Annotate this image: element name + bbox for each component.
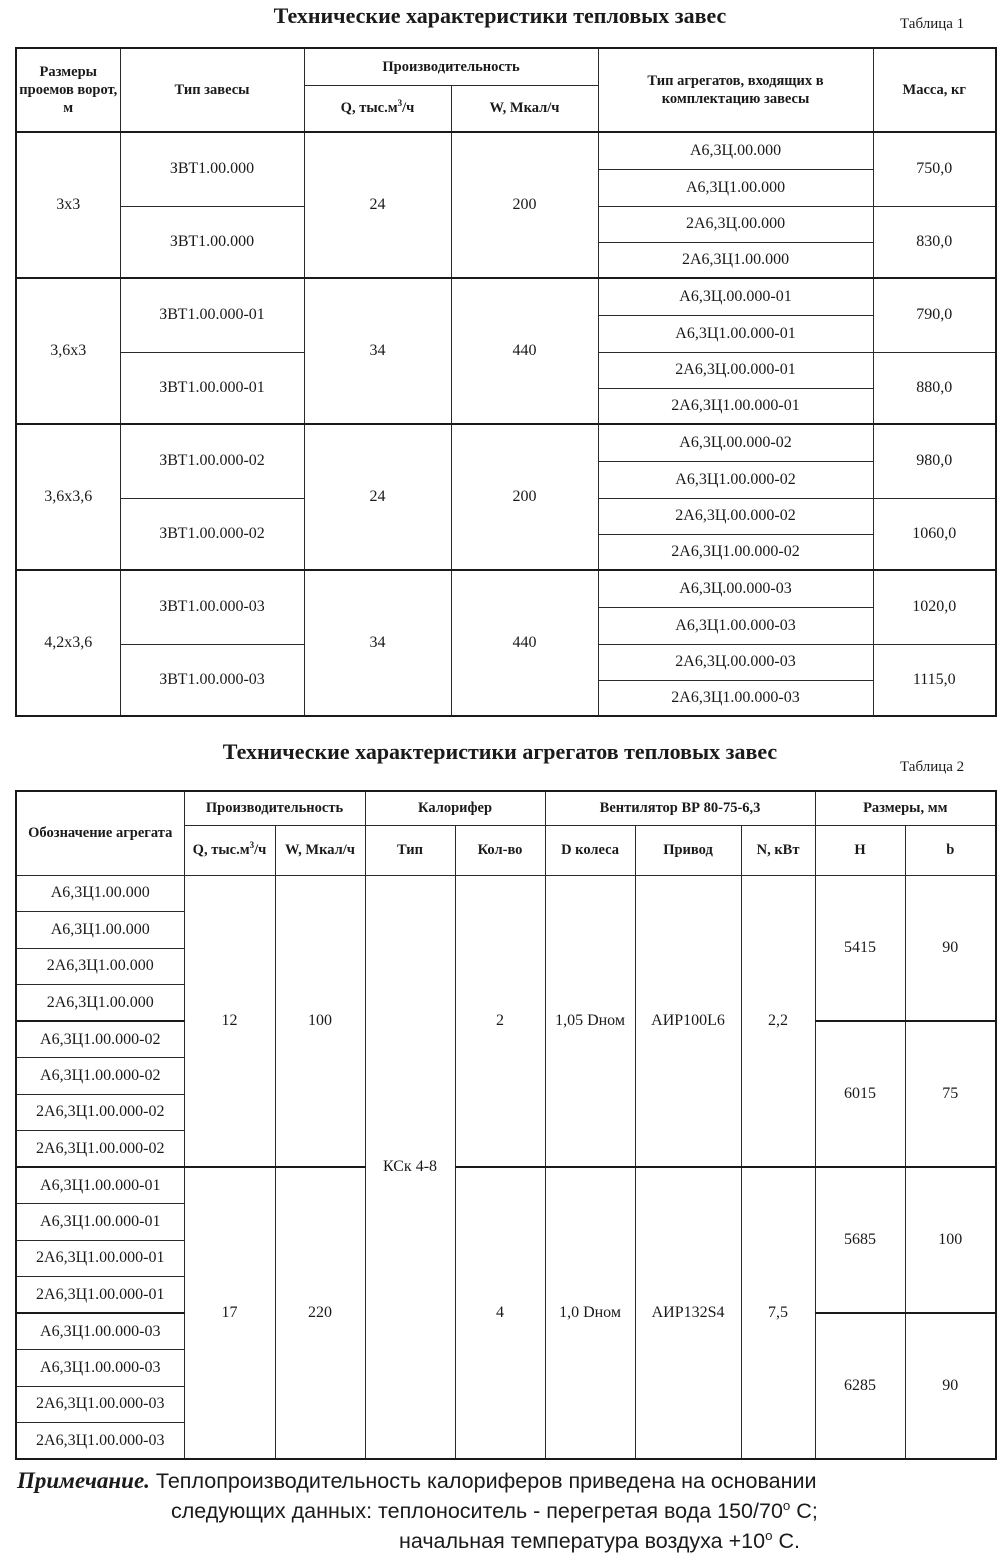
unit-cell: А6,3Ц1.00.000-03 [598, 607, 873, 644]
t2-header-fan-d: D колеса [545, 825, 635, 875]
unit-cell: 2А6,3Ц1.00.000 [598, 242, 873, 278]
w-cell: 220 [275, 1167, 365, 1459]
fan-d-cell: 1,05 Dном [545, 875, 635, 1167]
designation-cell: А6,3Ц1.00.000 [16, 912, 184, 949]
t1-header-w: W, Мкал/ч [451, 85, 598, 132]
dim-h-cell: 6285 [815, 1313, 905, 1459]
type-cell: ЗВТ1.00.000-03 [120, 644, 304, 716]
designation-cell: 2А6,3Ц1.00.000-03 [16, 1423, 184, 1460]
heater-type-cell: КСк 4-8 [365, 875, 455, 1459]
w-cell: 440 [451, 278, 598, 424]
type-cell: ЗВТ1.00.000 [120, 132, 304, 206]
size-cell: 4,2x3,6 [16, 570, 120, 716]
q-cell: 12 [184, 875, 275, 1167]
unit-cell: 2А6,3Ц1.00.000-01 [598, 388, 873, 424]
unit-cell: 2А6,3Ц1.00.000-03 [598, 680, 873, 716]
unit-cell: А6,3Ц.00.000-03 [598, 570, 873, 607]
dim-b-cell: 75 [905, 1021, 996, 1167]
note-line1: Теплопроизводительность калориферов приведена на основании [155, 1469, 817, 1493]
designation-cell: А6,3Ц1.00.000-02 [16, 1058, 184, 1095]
unit-cell: 2А6,3Ц.00.000-01 [598, 352, 873, 388]
w-cell: 200 [451, 132, 598, 278]
designation-cell: А6,3Ц1.00.000 [16, 875, 184, 912]
t2-header-fan: Вентилятор ВР 80-75-6,3 [545, 791, 815, 825]
fan-drive-cell: АИР100L6 [635, 875, 741, 1167]
table2 [15, 790, 997, 1460]
mass-cell: 1060,0 [873, 498, 996, 570]
table-row [16, 1167, 996, 1204]
t2-header-heater-type: Тип [365, 825, 455, 875]
unit-cell: А6,3Ц.00.000-02 [598, 424, 873, 461]
unit-cell: 2А6,3Ц.00.000-02 [598, 498, 873, 534]
table2-label: Таблица 2 [900, 759, 965, 775]
t2-header-heater: Калорифер [365, 791, 545, 825]
designation-cell: 2А6,3Ц1.00.000-02 [16, 1094, 184, 1131]
t1-header-mass: Масса, кг [873, 48, 996, 132]
mass-cell: 880,0 [873, 352, 996, 424]
unit-cell: А6,3Ц.00.000-01 [598, 278, 873, 315]
designation-cell: А6,3Ц1.00.000-01 [16, 1204, 184, 1241]
t2-header-heater-qty: Кол-во [455, 825, 545, 875]
t1-header-units: Тип агрегатов, входящих в комплектацию завесы [598, 48, 873, 132]
designation-cell: 2А6,3Ц1.00.000-02 [16, 1131, 184, 1168]
t1-header-perf: Производительность [304, 48, 598, 85]
t2-header-designation: Обозначение агрегата [16, 791, 184, 875]
unit-cell: А6,3Ц1.00.000-01 [598, 315, 873, 352]
designation-cell: 2А6,3Ц1.00.000-03 [16, 1386, 184, 1423]
fan-d-cell: 1,0 Dном [545, 1167, 635, 1459]
t1-header-size: Размеры проемов ворот, м [16, 48, 120, 132]
q-cell: 24 [304, 424, 451, 570]
unit-cell: 2А6,3Ц.00.000-03 [598, 644, 873, 680]
t2-header-perf: Производительность [184, 791, 365, 825]
note [17, 1466, 992, 1556]
table-row [16, 132, 996, 169]
w-cell: 200 [451, 424, 598, 570]
table2-title: Технические характеристики агрегатов тепловых завес [222, 739, 778, 764]
designation-cell: А6,3Ц1.00.000-02 [16, 1021, 184, 1058]
unit-cell: 2А6,3Ц1.00.000-02 [598, 534, 873, 570]
fan-n-cell: 7,5 [741, 1167, 815, 1459]
type-cell: ЗВТ1.00.000-03 [120, 570, 304, 644]
note-line3: начальная температура воздуха $+10^о$ С. [399, 1527, 800, 1553]
fan-n-cell: 2,2 [741, 875, 815, 1167]
designation-cell: 2А6,3Ц1.00.000-01 [16, 1277, 184, 1314]
mass-cell: 1115,0 [873, 644, 996, 716]
type-cell: ЗВТ1.00.000-01 [120, 278, 304, 352]
table1 [15, 47, 997, 717]
fan-drive-cell: АИР132S4 [635, 1167, 741, 1459]
table1-title: Технические характеристики тепловых завес [273, 3, 727, 28]
note-line2: следующих данных: теплоноситель - перегретая вода $150/70^о$ С; [171, 1497, 818, 1523]
type-cell: ЗВТ1.00.000-02 [120, 424, 304, 498]
designation-cell: 2А6,3Ц1.00.000-01 [16, 1240, 184, 1277]
type-cell: ЗВТ1.00.000-02 [120, 498, 304, 570]
unit-cell: А6,3Ц1.00.000-02 [598, 461, 873, 498]
table-row [16, 570, 996, 607]
designation-cell: А6,3Ц1.00.000-03 [16, 1350, 184, 1387]
q-cell: 34 [304, 278, 451, 424]
unit-cell: А6,3Ц.00.000 [598, 132, 873, 169]
t1-header-q: Q, $тыс.м^3/ч$ [304, 85, 451, 132]
heater-qty-cell: 2 [455, 875, 545, 1167]
q-cell: 34 [304, 570, 451, 716]
dim-b-cell: 90 [905, 1313, 996, 1459]
dim-b-cell: 90 [905, 875, 996, 1021]
designation-cell: 2А6,3Ц1.00.000 [16, 985, 184, 1022]
unit-cell: 2А6,3Ц.00.000 [598, 206, 873, 242]
size-cell: 3x3 [16, 132, 120, 278]
w-cell: 100 [275, 875, 365, 1167]
heater-qty-cell: 4 [455, 1167, 545, 1459]
dim-b-cell: 100 [905, 1167, 996, 1313]
t2-header-fan-n: N, кВт [741, 825, 815, 875]
table-row [16, 278, 996, 315]
table-row [16, 875, 996, 912]
table-row [16, 424, 996, 461]
t2-header-w: W, Мкал/ч [275, 825, 365, 875]
size-cell: 3,6x3,6 [16, 424, 120, 570]
dim-h-cell: 5415 [815, 875, 905, 1021]
t2-header-dim-b: b [905, 825, 996, 875]
dim-h-cell: 6015 [815, 1021, 905, 1167]
note-label: Примечание. [17, 1468, 150, 1493]
t2-header-fan-drive: Привод [635, 825, 741, 875]
t2-header-dims: Размеры, мм [815, 791, 996, 825]
unit-cell: А6,3Ц1.00.000 [598, 169, 873, 206]
size-cell: 3,6x3 [16, 278, 120, 424]
dim-h-cell: 5685 [815, 1167, 905, 1313]
type-cell: ЗВТ1.00.000-01 [120, 352, 304, 424]
q-cell: 24 [304, 132, 451, 278]
t2-header-q: Q, $тыс.м^3/ч$ [184, 825, 275, 875]
mass-cell: 790,0 [873, 278, 996, 352]
mass-cell: 980,0 [873, 424, 996, 498]
t2-header-dim-h: H [815, 825, 905, 875]
designation-cell: А6,3Ц1.00.000-03 [16, 1313, 184, 1350]
table1-label: Таблица 1 [900, 16, 965, 32]
t1-header-type: Тип завесы [120, 48, 304, 132]
q-cell: 17 [184, 1167, 275, 1459]
designation-cell: А6,3Ц1.00.000-01 [16, 1167, 184, 1204]
mass-cell: 1020,0 [873, 570, 996, 644]
type-cell: ЗВТ1.00.000 [120, 206, 304, 278]
w-cell: 440 [451, 570, 598, 716]
mass-cell: 750,0 [873, 132, 996, 206]
designation-cell: 2А6,3Ц1.00.000 [16, 948, 184, 985]
mass-cell: 830,0 [873, 206, 996, 278]
